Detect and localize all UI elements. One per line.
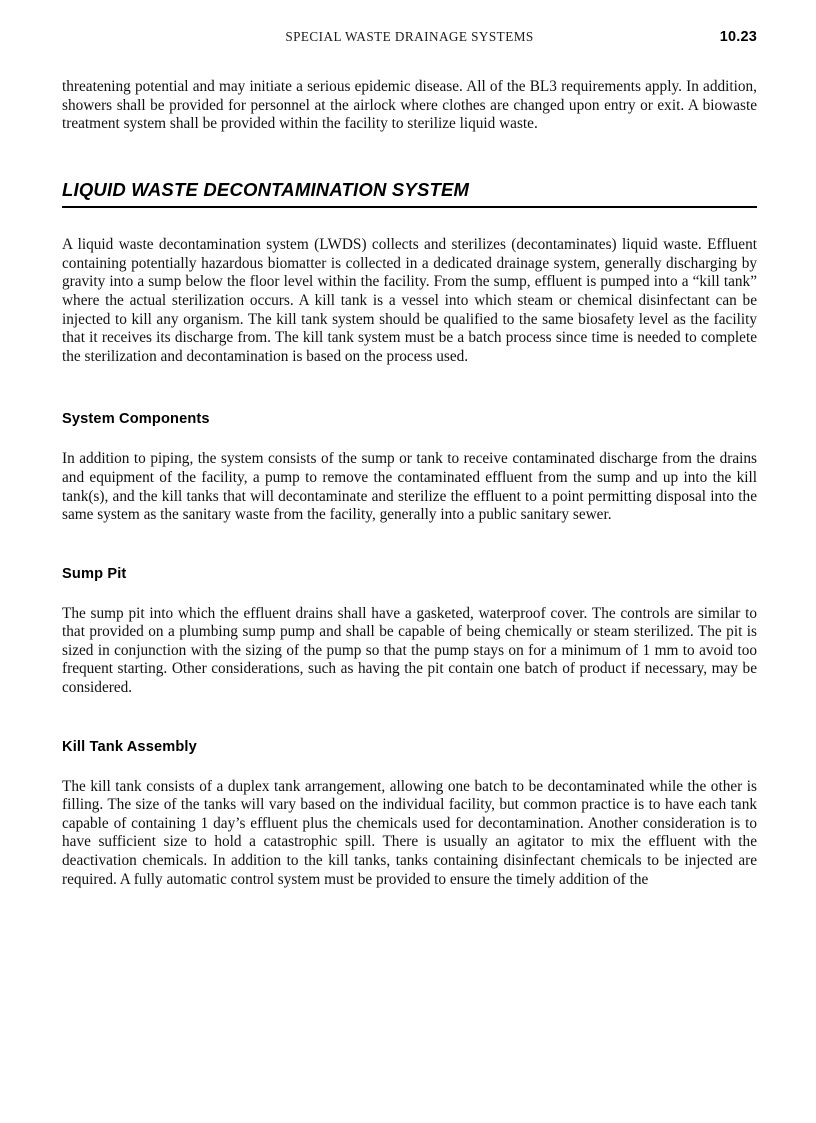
page-number: 10.23	[719, 29, 757, 45]
paragraph-system-components: In addition to piping, the system consists of the sump or tank to receive contaminated discharge from the drains and equipment of the facility, a pump to remove the contaminated effluent from the sump and up into the kill tank(s), and the kill tanks that will decontaminate and sterilize the effluent to a point permitting disposal into the same system as the sanitary waste from the facility, generally into a public sanitary sewer.	[62, 450, 757, 524]
running-head-title: SPECIAL WASTE DRAINAGE SYSTEMS	[285, 29, 534, 44]
subheading-sump-pit: Sump Pit	[62, 565, 127, 582]
paragraph-sump-pit: The sump pit into which the effluent drains shall have a gasketed, waterproof cover. The controls are similar to that provided on a plumbing sump pump and shall be capable of being chemically or steam sterilized. The pit is sized in conjunction with the sizing of the pump so that the pump stays on for a minimum of 1 mm to avoid too frequent starting. Other considerations, such as having the pit contain one batch of product if necessary, may be considered.	[62, 604, 757, 697]
section-heading: LIQUID WASTE DECONTAMINATION SYSTEM	[62, 178, 470, 200]
section-heading-block	[62, 179, 757, 208]
running-head	[62, 29, 757, 49]
text-column	[62, 78, 757, 889]
subheading-system-components: System Components	[62, 411, 210, 428]
intro-paragraph: threatening potential and may initiate a serious epidemic disease. All of the BL3 requirements apply. In addition, showers shall be provided for personnel at the airlock where clothes are changed upon entry or exit. A biowaste treatment system shall be provided within the facility to sterilize liquid waste.	[62, 78, 757, 133]
section-paragraph: A liquid waste decontamination system (LWDS) collects and sterilizes (decontaminates) liquid waste. Effluent containing potentially hazardous biomatter is collected in a dedicated drainage system, generally discharging by gravity into a sump below the floor level within the facility. From the sump, effluent is pumped into a “kill tank” where the actual sterilization occurs. A kill tank is a vessel into which steam or chemical disinfectant can be injected to kill any organism. The kill tank system should be qualified to the same biosafety level as the facility that it receives its discharge from. The kill tank system must be a batch process since time is needed to complete the sterilization and decontamination is based on the process used.	[62, 236, 757, 365]
subheading-kill-tank-assembly: Kill Tank Assembly	[62, 738, 197, 755]
section-heading-rule	[62, 206, 757, 208]
paragraph-kill-tank-assembly: The kill tank consists of a duplex tank arrangement, allowing one batch to be decontaminated while the other is filling. The size of the tanks will vary based on the individual facility, but common practice is to have each tank capable of containing 1 day’s effluent plus the chemicals used for decontamination. Another consideration is to have sufficient size to hold a catastrophic spill. There is usually an agitator to mix the effluent with the deactivation chemicals. In addition to the kill tanks, tanks containing disinfectant chemicals to be injected are required. A fully automatic control system must be provided to ensure the timely addition of the	[62, 777, 757, 888]
